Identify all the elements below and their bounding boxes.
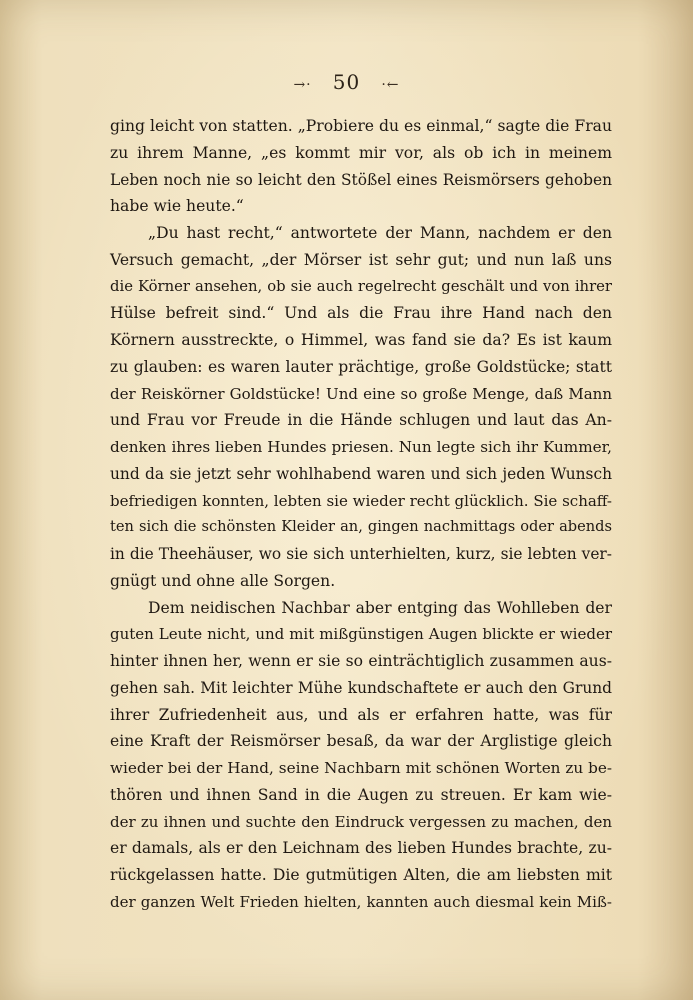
text-line: „Du hast recht,“ antwortete der Mann, nachdem er den <box>148 224 612 242</box>
text-line: Versuch gemacht, „der Mörser ist sehr gut; und nun laß uns <box>110 250 612 269</box>
text-line: eine Kraft der Reismörser besaß, da war der Arglistige gleich <box>110 732 612 751</box>
text-line: wieder bei der Hand, seine Nachbarn mit schönen Worten zu be- <box>110 759 612 777</box>
text-line: und da sie jetzt sehr wohlhabend waren und sich jeden Wunsch <box>110 464 612 483</box>
text-line: rückgelassen hatte. Die gutmütigen Alten, die am liebsten mit <box>110 866 612 884</box>
text-line: zu ihrem Manne, „es kommt mir vor, als ob ich in meinem <box>110 143 612 162</box>
text-line: gehen sah. Mit leichter Mühe kundschaftete er auch den Grund <box>110 678 612 697</box>
body-text <box>110 113 612 916</box>
text-line: der Reiskörner Goldstücke! Und eine so große Menge, daß Mann <box>110 384 612 403</box>
page-number-header <box>0 70 693 94</box>
text-line: thören und ihnen Sand in die Augen zu streuen. Er kam wie- <box>110 785 612 804</box>
text-line: befriedigen konnten, lebten sie wieder recht glücklich. Sie schaff- <box>110 491 612 510</box>
text-line: der ganzen Welt Frieden hielten, kannten auch diesmal kein Miß- <box>110 892 612 911</box>
page-number: 50 <box>332 70 361 94</box>
text-line: der zu ihnen und suchte den Eindruck vergessen zu machen, den <box>110 812 612 831</box>
text-line: habe wie heute.“ <box>110 197 244 216</box>
ornament-right: ·← <box>381 77 400 93</box>
text-line: in die Theehäuser, wo sie sich unterhielten, kurz, sie lebten ver- <box>110 545 612 563</box>
text-line: Hülse befreit sind.“ Und als die Frau ihre Hand nach den <box>110 304 612 323</box>
text-line: ging leicht von statten. „Probiere du es einmal,“ sagte die Frau <box>110 117 612 135</box>
text-line: ihrer Zufriedenheit aus, und als er erfahren hatte, was für <box>110 705 612 724</box>
text-line: zu glauben: es waren lauter prächtige, große Goldstücke; statt <box>110 357 612 376</box>
text-line: guten Leute nicht, und mit mißgünstigen Augen blickte er wieder <box>110 625 612 644</box>
text-line: gnügt und ohne alle Sorgen. <box>110 571 336 590</box>
text-line: er damals, als er den Leichnam des lieben Hundes brachte, zu- <box>110 839 612 858</box>
text-line: denken ihres lieben Hundes priesen. Nun legte sich ihr Kummer, <box>110 438 612 456</box>
text-line: Dem neidischen Nachbar aber entging das Wohlleben der <box>148 598 612 617</box>
text-line: die Körner ansehen, ob sie auch regelrecht geschält und von ihrer <box>110 277 612 295</box>
paragraph <box>110 220 612 595</box>
text-line: Körnern ausstreckte, o Himmel, was fand sie da? Es ist kaum <box>110 331 612 349</box>
paragraph <box>110 595 612 916</box>
text-line: Leben noch nie so leicht den Stößel eines Reismörsers gehoben <box>110 170 612 189</box>
text-line: hinter ihnen her, wenn er sie so einträchtiglich zusammen aus- <box>110 652 612 670</box>
text-line: und Frau vor Freude in die Hände schlugen und laut das An- <box>110 411 612 430</box>
text-line: ten sich die schönsten Kleider an, gingen nachmittags oder abends <box>110 518 612 536</box>
paragraph <box>110 113 612 220</box>
ornament-left: →· <box>293 77 312 93</box>
